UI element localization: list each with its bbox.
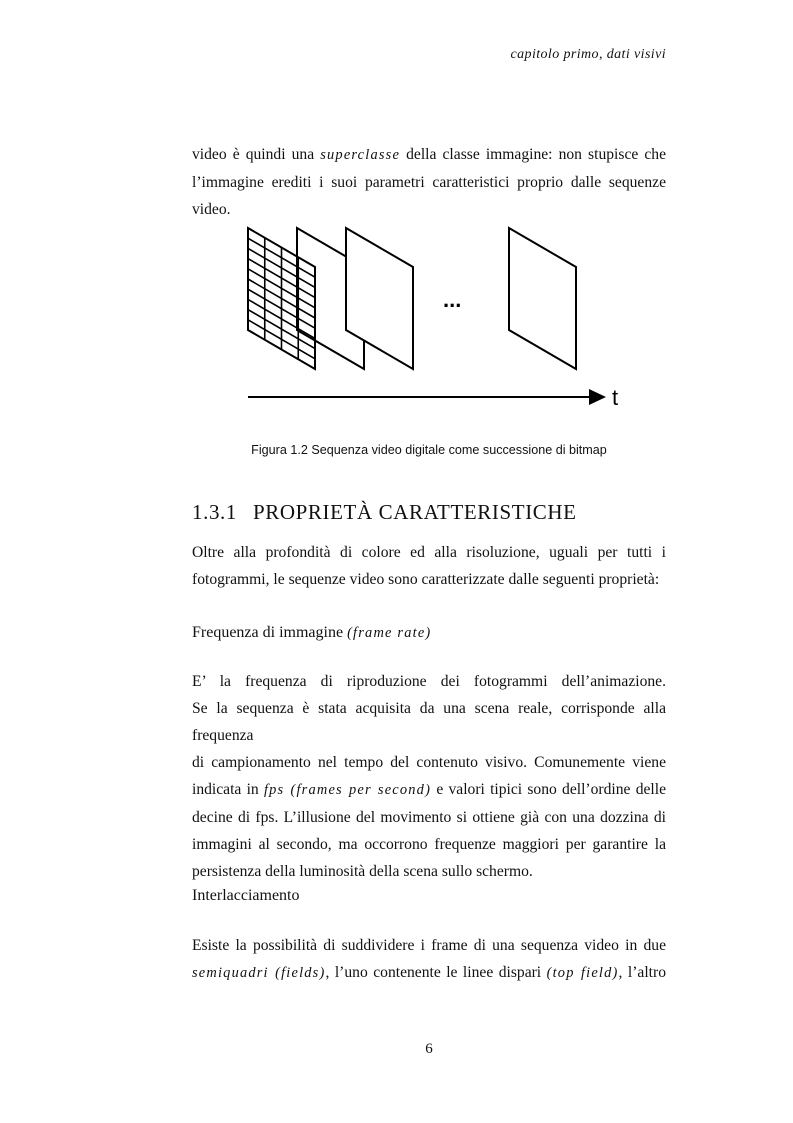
video-sequence-figure [0, 0, 793, 470]
text-line: fotogrammi, le sequenze video sono caratterizzate dalle seguenti proprietà: [192, 571, 660, 588]
section-intro-paragraph [192, 539, 666, 593]
section-title-text: PROPRIETÀ CARATTERISTICHE [253, 500, 577, 524]
ellipsis: ... [443, 287, 462, 312]
text-line: l’immagine erediti i suoi parametri caratteristici proprio dalle sequenze video. [192, 174, 666, 218]
heading-text: Frequenza di immagine [192, 624, 344, 641]
text-fragment: , l’altro [618, 964, 666, 981]
time-axis-label: t [612, 385, 619, 410]
section-number: 1.3.1 [192, 500, 237, 524]
interlacing-heading: Interlacciamento [192, 887, 300, 904]
page-number: 6 [425, 1041, 433, 1057]
text-line: di campionamento nel tempo del contenuto visivo. Comunemente viene [192, 754, 666, 771]
interlacing-paragraph [192, 932, 666, 987]
text-line: immagini al secondo, ma occorrono frequenze maggiori per garantire la [192, 836, 666, 853]
text-fragment: video è quindi una [192, 146, 321, 163]
text-line: E’ la frequenza di riproduzione dei fotogrammi dell’animazione. [192, 673, 666, 690]
figure-caption: Figura 1.2 Sequenza video digitale come successione di bitmap [251, 443, 607, 457]
bitmap-frame-last [509, 228, 576, 369]
text-fragment: indicata in [192, 781, 264, 798]
italic-term: superclasse [320, 147, 401, 163]
italic-term: (frame rate) [347, 625, 432, 641]
time-axis-arrowhead [589, 389, 606, 405]
italic-term: fps (frames per second) [263, 782, 432, 798]
text-line: Oltre alla profondità di colore ed alla risoluzione, uguali per tutti i [192, 544, 666, 561]
section-heading [192, 500, 577, 525]
text-fragment: della classe immagine: non stupisce che [400, 146, 667, 163]
italic-term: semiquadri (fields) [192, 965, 326, 981]
italic-term: (top field) [546, 965, 619, 981]
text-line: Se la sequenza è stata acquisita da una scena reale, corrisponde alla frequenza [192, 700, 666, 744]
running-head: capitolo primo, dati visivi [510, 47, 666, 62]
frame-rate-paragraph [192, 668, 666, 885]
bitmap-frame-3 [346, 228, 413, 369]
text-line: Esiste la possibilità di suddividere i frame di una sequenza video in due [192, 937, 666, 954]
text-line: decine di fps. L’illusione del movimento si ottiene già con una dozzina di [192, 809, 666, 826]
frame-rate-heading [192, 624, 431, 642]
text-fragment: , l’uno contenente le linee dispari [325, 964, 547, 981]
text-fragment: e valori tipici sono dell’ordine delle [431, 781, 667, 798]
text-line: persistenza della luminosità della scena sullo schermo. [192, 863, 533, 880]
